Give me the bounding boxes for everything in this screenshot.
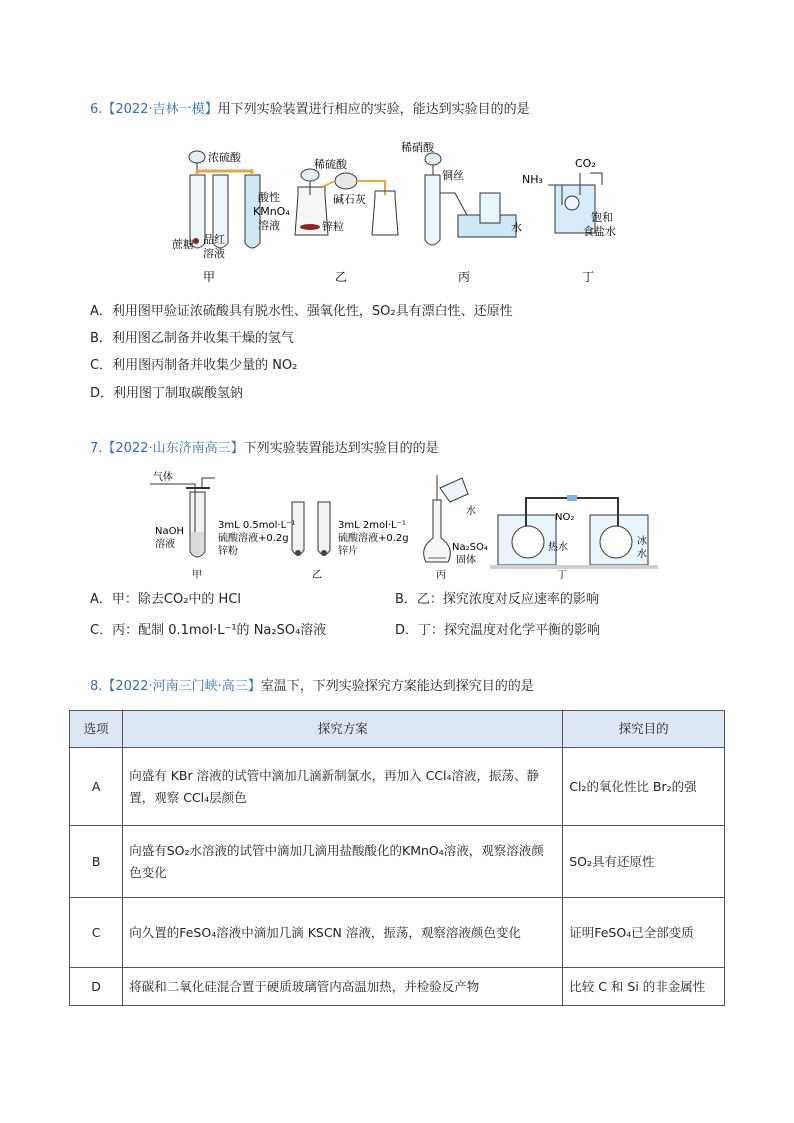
q8-number: 8. bbox=[90, 679, 103, 694]
label-yi-l3: 锌粉 bbox=[218, 546, 238, 557]
label-bing: 丙 bbox=[458, 270, 471, 284]
label-kmno4: KMnO₄ bbox=[253, 205, 290, 218]
label-xinli: 锌粒 bbox=[322, 220, 344, 233]
label-nongliusuan: 浓硫酸 bbox=[208, 151, 241, 164]
q7-option-b[interactable]: B．乙：探究浓度对反应速率的影响 bbox=[395, 592, 599, 607]
apparatus-bing bbox=[425, 153, 516, 245]
table-row[interactable] bbox=[70, 898, 725, 968]
table-header-row bbox=[70, 711, 725, 748]
apparatus-q7-ding bbox=[490, 495, 658, 569]
apparatus-q7-yi bbox=[292, 502, 330, 556]
header-plan: 探究方案 bbox=[123, 711, 563, 748]
header-option: 选项 bbox=[70, 711, 123, 748]
table-row[interactable] bbox=[70, 826, 725, 898]
label-xiliusuan: 稀硫酸 bbox=[314, 158, 347, 171]
q7-option-a[interactable]: A．甲：除去CO₂中的 HCl bbox=[90, 592, 242, 607]
label-shiyanshui: 食盐水 bbox=[583, 225, 616, 238]
q6-option-c[interactable]: C．利用图丙制备并收集少量的 NO₂ bbox=[90, 358, 298, 373]
label-jianshihui: 碱石灰 bbox=[333, 193, 366, 206]
row-option: A bbox=[70, 748, 123, 826]
label-suanxing: 酸性 bbox=[258, 191, 280, 204]
label-pinhong-rongye: 溶液 bbox=[203, 247, 225, 260]
q6-figure bbox=[150, 135, 650, 285]
row-plan: 向久置的FeSO₄溶液中滴加几滴 KSCN 溶液，振荡，观察溶液颜色变化 bbox=[123, 898, 563, 968]
label-jia: 甲 bbox=[203, 270, 216, 284]
q6-stem bbox=[90, 101, 530, 119]
label-tongsi: 铜丝 bbox=[442, 169, 464, 182]
label-bingshui-2: 水 bbox=[637, 549, 647, 560]
row-goal: 比较 C 和 Si 的非金属性 bbox=[563, 968, 725, 1006]
q7-option-c[interactable]: C．丙：配制 0.1mol·L⁻¹的 Na₂SO₄溶液 bbox=[90, 623, 327, 638]
row-goal: SO₂具有还原性 bbox=[563, 826, 725, 898]
label-bingshui-1: 冰 bbox=[637, 536, 647, 547]
table-row[interactable] bbox=[70, 748, 725, 826]
row-plan: 向盛有SO₂水溶液的试管中滴加几滴用盐酸酸化的KMnO₄溶液，观察溶液颜色变化 bbox=[123, 826, 563, 898]
label-zhetang: 蔗糖 bbox=[172, 238, 194, 251]
table-row[interactable] bbox=[70, 968, 725, 1006]
q7-number: 7. bbox=[90, 441, 103, 456]
q8-stem bbox=[90, 678, 534, 696]
row-plan: 向盛有 KBr 溶液的试管中滴加几滴新制氯水，再加入 CCl₄溶液，振荡、静置，观察 CCl₄层颜色 bbox=[123, 748, 563, 826]
label-yi-r2: 硫酸溶液+0.2g bbox=[338, 533, 409, 544]
apparatus-ding bbox=[548, 173, 602, 233]
label-q7-jia: 甲 bbox=[192, 570, 202, 581]
label-co2: CO₂ bbox=[575, 157, 596, 170]
row-plan: 将碳和二氧化硅混合置于硬质玻璃管内高温加热，并检验反产物 bbox=[123, 968, 563, 1006]
q6-stem-text: 用下列实验装置进行相应的实验，能达到实验目的的是 bbox=[217, 102, 530, 117]
label-q7-shui: 水 bbox=[466, 506, 476, 517]
q7-option-d[interactable]: D．丁：探究温度对化学平衡的影响 bbox=[395, 623, 601, 638]
label-q7-ding: 丁 bbox=[557, 570, 567, 581]
label-reshui: 热水 bbox=[548, 542, 568, 553]
q6-source: 【2022·吉林一模】 bbox=[102, 102, 218, 117]
row-option: C bbox=[70, 898, 123, 968]
header-goal: 探究目的 bbox=[563, 711, 725, 748]
q6-option-a[interactable]: A．利用图甲验证浓硫酸具有脱水性、强氧化性，SO₂具有漂白性、还原性 bbox=[90, 304, 513, 319]
q6-option-d[interactable]: D．利用图丁制取碳酸氢钠 bbox=[90, 386, 244, 401]
q7-stem-text: 下列实验装置能达到实验目的的是 bbox=[243, 441, 439, 456]
label-no2: NO₂ bbox=[555, 512, 575, 523]
label-baohe: 饱和 bbox=[591, 211, 613, 224]
label-shui: 水 bbox=[511, 221, 522, 234]
label-pinhong: 品红 bbox=[203, 233, 225, 246]
label-na2so4: Na₂SO₄ bbox=[452, 542, 488, 553]
label-nh3: NH₃ bbox=[522, 173, 543, 186]
label-yi-l2: 硫酸溶液+0.2g bbox=[218, 533, 289, 544]
label-xiliusuan2: 稀硝酸 bbox=[401, 141, 434, 154]
q7-source: 【2022·山东济南高三】 bbox=[102, 441, 244, 456]
row-option: D bbox=[70, 968, 123, 1006]
label-rongye: 溶液 bbox=[258, 219, 280, 232]
label-yi-r1: 3mL 2mol·L⁻¹ bbox=[338, 520, 406, 531]
q7-figure bbox=[150, 470, 660, 585]
label-q7-yi: 乙 bbox=[312, 570, 322, 581]
q6-number: 6. bbox=[90, 102, 103, 117]
q7-stem bbox=[90, 440, 439, 458]
label-naoh: NaOH bbox=[155, 526, 184, 537]
label-yi-l1: 3mL 0.5mol·L⁻¹ bbox=[218, 520, 296, 531]
label-guti: 固体 bbox=[456, 555, 476, 566]
q8-stem-text: 室温下，下列实验探究方案能达到探究目的的是 bbox=[260, 679, 534, 694]
label-yi-r3: 锌片 bbox=[338, 546, 358, 557]
row-option: B bbox=[70, 826, 123, 898]
label-q7-bing: 丙 bbox=[436, 570, 446, 581]
label-qiti: 气体 bbox=[153, 472, 173, 483]
q6-option-b[interactable]: B．利用图乙制备并收集干燥的氢气 bbox=[90, 331, 294, 346]
row-goal: Cl₂的氧化性比 Br₂的强 bbox=[563, 748, 725, 826]
row-goal: 证明FeSO₄已全部变质 bbox=[563, 898, 725, 968]
q8-table bbox=[69, 710, 725, 1006]
q8-source: 【2022·河南三门峡·高三】 bbox=[102, 679, 261, 694]
label-ding: 丁 bbox=[582, 270, 595, 284]
label-naoh-rongye: 溶液 bbox=[155, 539, 175, 550]
label-yi: 乙 bbox=[335, 270, 348, 284]
